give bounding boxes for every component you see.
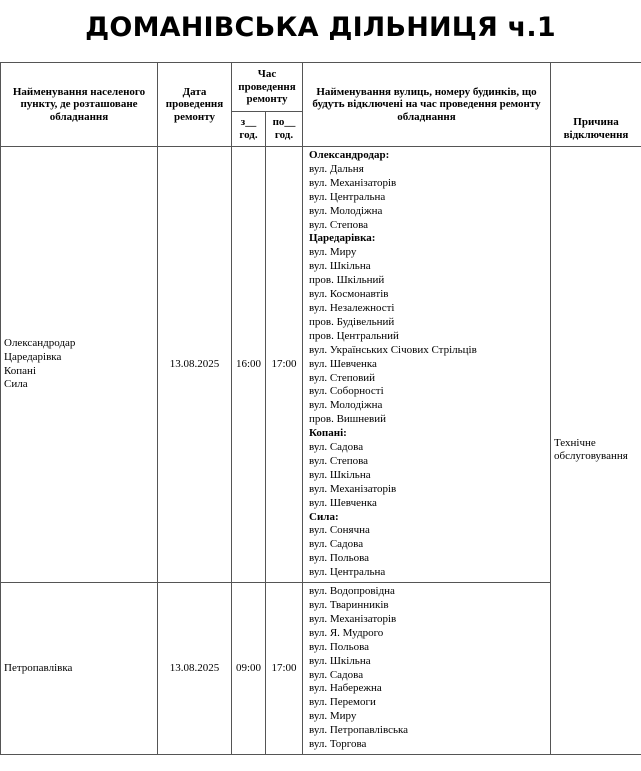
time-to-cell: 17:00 — [266, 583, 303, 755]
street-item: вул. Петропавлівська — [309, 724, 409, 737]
table-row — [1, 583, 641, 755]
settlement-name: Петропавлівка — [4, 661, 73, 674]
streets-cell — [303, 147, 551, 583]
street-item: вул. Набережна — [309, 682, 382, 695]
date-cell: 13.08.2025 — [158, 583, 232, 755]
street-item: вул. Космонавтів — [309, 288, 389, 301]
header-date: Дата проведення ремонту — [158, 63, 232, 147]
settlement-name: Копані — [4, 364, 37, 377]
street-item: пров. Будівельний — [309, 315, 395, 328]
street-group-heading: Копані: — [309, 427, 347, 440]
street-item: вул. Центральна — [309, 190, 386, 203]
date-cell: 13.08.2025 — [158, 147, 232, 583]
street-item: вул. Садова — [309, 538, 364, 551]
street-item: вул. Шкільна — [309, 468, 371, 481]
street-item: пров. Шкільний — [309, 274, 385, 287]
street-item: вул. Центральна — [309, 566, 386, 579]
street-item: вул. Степова — [309, 218, 369, 231]
street-item: вул. Сонячна — [309, 524, 370, 537]
header-from: з__ год. — [232, 112, 266, 147]
street-item: вул. Молодіжна — [309, 399, 383, 412]
street-item: вул. Степовий — [309, 371, 376, 384]
settlement-cell — [1, 583, 158, 755]
street-item: вул. Садова — [309, 441, 364, 454]
street-item: вул. Механізаторів — [309, 176, 397, 189]
street-item: вул. Тваринників — [309, 599, 389, 611]
header-reason-blank — [551, 63, 641, 112]
street-item: вул. Я. Мудрого — [309, 626, 384, 639]
settlement-name: Сила — [4, 378, 28, 391]
street-item: вул. Незалежності — [309, 301, 395, 314]
street-item: вул. Миру — [309, 710, 357, 723]
header-streets: Найменування вулиць, номеру будинків, що будуть відключені на час проведення ремонту обладнання — [303, 63, 551, 147]
street-item: пров. Вишневий — [309, 413, 387, 426]
street-item: вул. Торгова — [309, 738, 367, 751]
streets-cell — [303, 583, 551, 755]
street-group-heading: Олександродар: — [309, 149, 390, 161]
street-item: вул. Механізаторів — [309, 612, 397, 625]
street-item: вул. Польова — [309, 640, 370, 653]
settlement-cell — [1, 147, 158, 583]
street-item: вул. Степова — [309, 454, 369, 467]
street-group-heading: Царедарівка: — [309, 232, 376, 245]
settlement-name: Царедарівка — [4, 350, 62, 363]
street-item: вул. Шевченка — [309, 496, 377, 509]
street-item: вул. Шкільна — [309, 260, 371, 273]
street-item: вул. Шевченка — [309, 357, 377, 370]
outage-schedule-table — [0, 62, 641, 755]
time-from-cell: 09:00 — [232, 583, 266, 755]
page-title: ДОМАНІВСЬКА ДІЛЬНИЦЯ ч.1 — [85, 12, 556, 43]
header-settlement: Найменування населеного пункту, де розташоване обладнання — [1, 63, 158, 147]
street-item: вул. Соборності — [309, 385, 384, 398]
street-item: вул. Польова — [309, 552, 370, 565]
street-item: вул. Молодіжна — [309, 204, 383, 217]
settlement-name: Олександродар — [4, 336, 76, 349]
time-from-cell: 16:00 — [232, 147, 266, 583]
street-group-heading: Сила: — [309, 510, 339, 523]
time-to-cell: 17:00 — [266, 147, 303, 583]
street-item: вул. Механізаторів — [309, 482, 397, 495]
reason-cell: Технічне обслуговування — [551, 147, 641, 755]
street-item: пров. Центральний — [309, 329, 399, 342]
street-item: вул. Шкільна — [309, 654, 371, 667]
street-item: вул. Миру — [309, 246, 357, 259]
street-item: вул. Садова — [309, 668, 364, 681]
header-to: по__ год. — [266, 112, 303, 147]
table-row — [1, 147, 641, 583]
street-item: вул. Дальня — [309, 162, 364, 175]
header-reason: Причина відключення — [551, 112, 641, 147]
street-item: вул. Українських Січових Стрільців — [309, 343, 477, 356]
street-item: вул. Перемоги — [309, 696, 376, 709]
header-time: Час проведення ремонту — [232, 63, 303, 112]
street-item: вул. Водопровідна — [309, 585, 395, 598]
